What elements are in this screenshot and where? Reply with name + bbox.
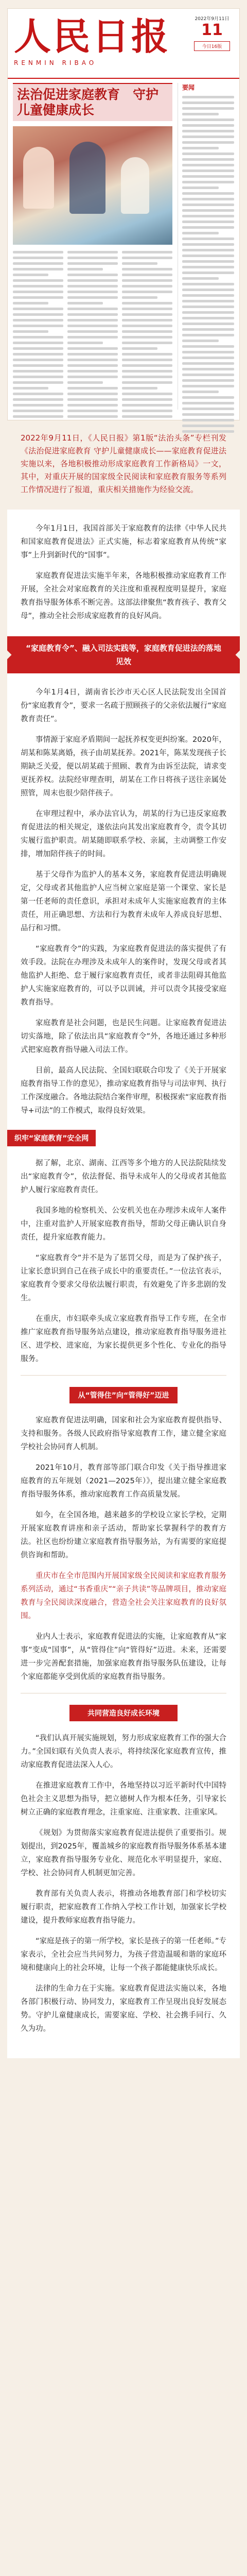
body-paragraph: 家庭教育是社会问题，也是民生问题。让家庭教育促进法切实落地，除了依法出具“家庭教育令”外，各地还通过多种形式把家庭教育指导融入司法工作。 (21, 1019, 226, 1054)
body-paragraph: “家庭教育令”的实践，为家庭教育促进法的落实提供了有效手段。法院在办理涉及未成年人的案件时，发现父母或者其他监护人拒绝、怠于履行家庭教育责任，或者非法阻碍其他监护人实施家庭教育的，可以予以训诫，并可以责令其接受家庭教育指导。 (21, 945, 226, 1007)
body-paragraph: 基于父母作为监护人的基本义务，家庭教育促进法明确规定，父母或者其他监护人应当树立家庭是第一个课堂、家长是第一任老师的责任意识，承担对未成年人实施家庭教育的主体责任，用正确思想、方法和行为教育未成年人养成良好思想、品行和习惯。 (21, 871, 226, 933)
article-card (7, 510, 240, 2058)
body-paragraph: “家庭是孩子的第一所学校，家长是孩子的第一任老师。”专家表示，全社会应当共同努力，为孩子营造温暖和谐的家庭环境和健康向上的社会环境，让每一个孩子都能健康快乐成长。 (21, 1937, 226, 1972)
newspaper-front-page-image (7, 8, 240, 420)
side-column-heading: 要闻 (182, 84, 195, 91)
section-heading: “家庭教育令”、融入司法实践等，家庭教育促进法的落地见效 (7, 636, 240, 673)
newspaper-photo (13, 126, 172, 245)
lead-paragraph: 家庭教育促进法实施半年来，各地积极推动家庭教育工作开展，全社会对家庭教育的关注度和重视程度明显提升，家庭教育指导服务体系不断完善。这部法律聚焦“教育孩子、教育父母”，推动全社会形成家庭教育的良好风尚。 (21, 572, 226, 620)
highlighted-paragraph: 重庆市在全市范围内开展国家级全民阅读和家庭教育服务系列活动，通过“书香重庆”“亲子共读”等品牌项目，推动家庭教育与全民阅读深度融合，营造全社会关注家庭教育的良好氛围。 (21, 1572, 226, 1620)
body-paragraph: “家庭教育令”并不是为了惩罚父母，而是为了保护孩子，让家长意识到自己在孩子成长中的重要责任。”一位法官表示，家庭教育令要求父母依法履行职责，有效避免了许多悲剧的发生。 (21, 1254, 226, 1302)
body-paragraph: 如今，在全国各地，越来越多的学校设立家长学校，定期开展家庭教育讲座和亲子活动，帮助家长掌握科学的教育方法。社区也纷纷建立家庭教育指导服务站，为有需要的家庭提供咨询和帮助。 (21, 1511, 226, 1560)
section-heading: 共同营造良好成长环境 (69, 1705, 178, 1721)
body-paragraph: “我们认真开展实施规划，努力形成家庭教育工作的强大合力。”全国妇联有关负责人表示，将持续深化家庭教育宣传，推动家庭教育促进法深入人心。 (21, 1734, 226, 1769)
body-paragraph: 我国多地的检察机关、公安机关也在办理涉未成年人案件中，注重对监护人开展家庭教育指导，帮助父母正确认识自身责任，提升家庭教育能力。 (21, 1207, 226, 1242)
body-paragraph: 今年1月4日，湖南省长沙市天心区人民法院发出全国首份“家庭教育令”，要求一名疏于照顾孩子的父亲依法履行“家庭教育责任”。 (21, 688, 226, 723)
masthead (8, 9, 239, 79)
masthead-date-block (191, 15, 233, 78)
newspaper-side-column (178, 83, 234, 410)
issue-date: 2022年9月11日 (195, 16, 230, 22)
body-paragraph: 2021年10月，教育部等部门联合印发《关于指导推进家庭教育的五年规划（2021—2025年）》，提出建立健全家庭教育指导服务体系，推动家庭教育工作高质量发展。 (21, 1464, 226, 1499)
body-paragraph: 据了解，北京、湖南、江西等多个地方的人民法院陆续发出“家庭教育令”，依法督促、指导未成年人的父母或者其他监护人履行家庭教育责任。 (21, 1159, 226, 1194)
newspaper-text-columns (13, 251, 172, 421)
issue-badge: 今日16版 (194, 41, 230, 51)
section-divider (21, 1375, 226, 1376)
body-paragraph: 《规划》为贯彻落实家庭教育促进法提供了重要指引。规划提出，到2025年，覆盖城乡的家庭教育指导服务体系基本建立，家庭教育指导服务专业化、规范化水平明显提升，家庭、学校、社会协同育人机制更加完善。 (21, 1829, 226, 1877)
section-heading: 织牢“家庭教育”安全网 (7, 1130, 96, 1146)
intro-caption: 2022年9月11日，《人民日报》第1版“法治头条”专栏刊发《法治促进家庭教育 守护儿童健康成长——家庭教育促进法实施以来，各地积极推动形成家庭教育工作新格局》一文，其中，对重庆开展的国家级全民阅读和家庭教育服务等系列工作情况进行了报道，重庆相关措施作为经验交流。 (21, 433, 226, 494)
body-paragraph: 教育部有关负责人表示，将推动各地教育部门和学校切实履行职责，把家庭教育工作纳入学校工作计划，加强家长学校建设，提升教师家庭教育指导能力。 (21, 1890, 226, 1925)
lead-paragraph: 今年1月1日，我国首部关于家庭教育的法律《中华人民共和国家庭教育促进法》正式实施，标志着家庭教育从传统“家事”上升到新时代的“国事”。 (21, 524, 226, 560)
body-paragraph: 家庭教育促进法明确，国家和社会为家庭教育提供指导、支持和服务。各级人民政府指导家庭教育工作，建立健全家庭学校社会协同育人机制。 (21, 1416, 226, 1451)
newspaper-logo: 人民日报 (14, 14, 171, 58)
issue-day: 11 (201, 21, 223, 39)
body-paragraph: 目前，最高人民法院、全国妇联联合印发了《关于开展家庭教育指导工作的意见》，推动家庭教育指导与司法审判、执行工作深度融合。各地法院结合案件审理，积极探索“家庭教育指导+司法”的工作模式，取得良好效果。 (21, 1066, 226, 1115)
body-paragraph: 在推进家庭教育工作中，各地坚持以习近平新时代中国特色社会主义思想为指导，把立德树人作为根本任务，引导家长树立正确的家庭教育理念，注重家庭、注重家教、注重家风。 (21, 1782, 226, 1817)
body-paragraph: 业内人士表示，家庭教育促进法的实施，让家庭教育从“家事”变成“国事”，从“管得住”向“管得好”迈进。未来，还需要进一步完善配套措施，加强家庭教育指导服务队伍建设，让每个家庭都能享受到优质的家庭教育指导服务。 (21, 1633, 226, 1681)
body-paragraph: 法律的生命力在于实施。家庭教育促进法实施以来，各地各部门积极行动、协同发力，家庭教育工作呈现出良好发展态势。守护儿童健康成长，需要家庭、学校、社会携手同行、久久为功。 (21, 1985, 226, 2033)
section-heading: 从“管得住”向“管得好”迈进 (69, 1387, 178, 1403)
body-paragraph: 在审理过程中，承办法官认为，胡某的行为已违反家庭教育促进法的相关规定，遂依法向其发出家庭教育令，责令其切实履行监护职责。胡某随即联系学校、亲属，主动调整工作安排，增加陪伴孩子的时间。 (21, 810, 226, 858)
newspaper-headline: 法治促进家庭教育 守护儿童健康成长 (13, 83, 172, 121)
newspaper-pinyin: RENMIN RIBAO (14, 59, 97, 66)
body-paragraph: 在重庆，市妇联牵头成立家庭教育指导工作专班，在全市推广家庭教育指导服务站点建设，推动家庭教育指导服务进社区、进学校、进家庭，为家长提供更多个性化、专业化的指导服务。 (21, 1315, 226, 1363)
body-paragraph: 事情源于家庭矛盾期间一起抚养权变更纠纷案。2020年，胡某和陈某离婚，孩子由胡某抚养。2021年，陈某发现孩子长期缺乏关爱，便以胡某疏于照顾、教育为由诉至法院，请求变更抚养权。法院经审理查明，胡某在工作日将孩子送往亲属处照管，周末也很少陪伴孩子。 (21, 736, 226, 798)
